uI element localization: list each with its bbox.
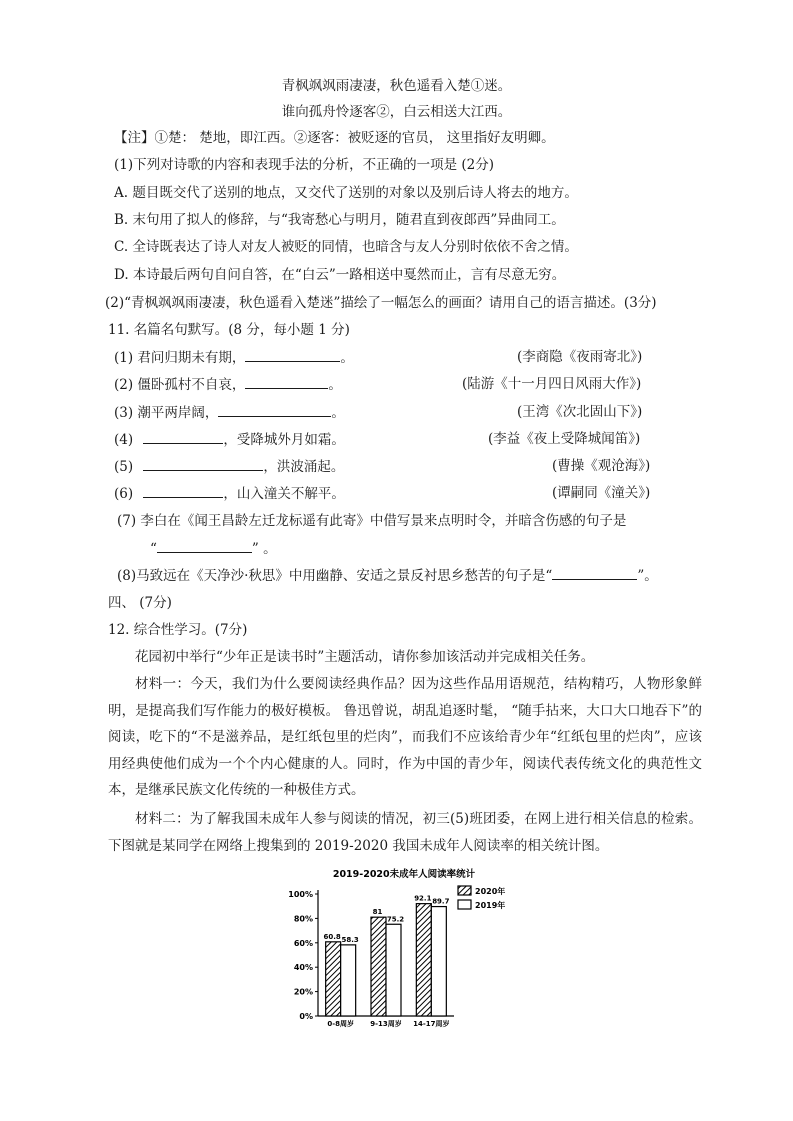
answer-blank[interactable] — [218, 403, 331, 417]
bar-2019年-14-17周岁 — [431, 907, 446, 1016]
data-label: 60.8 — [323, 932, 341, 941]
poem-line-2: 谁向孤舟怜逐客②，白云相送大江西。 — [281, 104, 512, 120]
answer-blank[interactable] — [245, 348, 340, 362]
data-label: 92.1 — [414, 894, 432, 903]
dictation-source-5: (曹操《观沧海》) — [552, 458, 651, 474]
poem-note: 【注】①楚： 楚地，即江西。②逐客：被贬逐的官员， 这里指好友明卿。 — [114, 130, 555, 146]
dictation-source-3: (王湾《次北固山下》) — [517, 404, 643, 420]
material-1: 材料一：今天，我们为什么要阅读经典作品？因为这些作品用语规范，结构精巧，人物形象鲜明，是提高我们写作能力的极好模板。 鲁迅曾说，胡乱追逐时髦， “随手拈来，大口大口地吞下”的阅读，吃下的“不是滋养品，是红纸包里的烂肉”，而我们不应该给青少年“红纸包里的烂肉”，应该用经典使他们成为一个个内心健康的人。同时，作为中国的青少年，阅读代表传统文化的典范性文本，是继承民族文化传统的一种极佳方式。 — [108, 676, 702, 798]
data-label: 75.2 — [386, 915, 405, 924]
item-number: (1) — [114, 350, 134, 366]
bar-2020年-0-8周岁 — [326, 942, 341, 1016]
close-quote: ” 。 — [251, 541, 277, 557]
open-quote: “ — [150, 541, 157, 557]
question-12-title: 12. 综合性学习。(7分) — [108, 622, 248, 638]
legend-swatch — [458, 900, 471, 909]
dictation-source-4: (李益《夜上受降城闻笛》) — [488, 431, 641, 447]
dictation-source-1: (李商隐《夜雨寄北》) — [517, 349, 643, 365]
y-tick-label: 80% — [293, 914, 313, 924]
question-12-intro: 花园初中举行“少年正是读书时”主题活动，请你参加该活动并完成相关任务。 — [135, 649, 595, 665]
data-label: 58.3 — [341, 935, 359, 944]
bar-2020年-14-17周岁 — [416, 904, 431, 1016]
item-after: ，洪波涌起。 — [263, 459, 345, 475]
y-tick-label: 100% — [288, 890, 313, 899]
x-tick-label: 0-8周岁 — [327, 1020, 354, 1028]
y-tick-label: 0% — [299, 1012, 313, 1021]
item-number: (2) — [114, 377, 134, 393]
y-tick-label: 40% — [293, 963, 313, 973]
question-1-stem: (1)下列对诗歌的内容和表现手法的分析，不正确的一项是 (2分) — [114, 157, 495, 173]
legend-swatch — [458, 886, 471, 895]
item-after: 。 — [340, 350, 354, 366]
dictation-item-8 — [117, 566, 658, 585]
item-number: (3) — [114, 405, 134, 421]
dictation-item-2 — [114, 375, 342, 394]
dictation-item-3 — [114, 403, 345, 422]
dictation-item-5 — [114, 457, 344, 476]
item-8-text: (8)马致远在《天净沙·秋思》中用幽静、安适之景反衬思乡愁苦的句子是“ — [117, 568, 553, 584]
question-1-option-b: B. 末句用了拟人的修辞，与“我寄愁心与明月，随君直到夜郎西”异曲同工。 — [114, 212, 565, 228]
item-number: (4) — [114, 432, 134, 448]
dictation-item-4 — [114, 430, 345, 449]
item-before: 潮平两岸阔， — [137, 405, 219, 421]
question-1-option-a: A. 题目既交代了送别的地点，又交代了送别的对象以及别后诗人将去的地方。 — [114, 185, 578, 201]
legend-label: 2019年 — [475, 901, 506, 910]
material-2: 材料二：为了解我国未成年人参与阅读的情况，初三(5)班团委，在网上进行相关信息的检索。下图就是某同学在网络上搜集到的 2019-2020 我国未成年人阅读率的相关统计图。 — [108, 811, 702, 854]
item-after: ，山入潼关不解平。 — [223, 486, 345, 502]
data-label: 89.7 — [432, 897, 450, 906]
question-1-option-d: D. 本诗最后两句自问自答，在“白云”一路相送中戛然而止，言有尽意无穷。 — [114, 267, 566, 283]
answer-blank[interactable] — [143, 430, 223, 444]
item-number: (5) — [114, 459, 134, 475]
answer-blank[interactable] — [552, 566, 637, 580]
reading-rate-chart — [284, 864, 524, 1034]
item-after: ，受降城外月如霜。 — [223, 432, 345, 448]
x-tick-label: 14-17周岁 — [413, 1020, 450, 1028]
bar-2020年-9-13周岁 — [371, 917, 386, 1016]
data-label: 81 — [372, 908, 383, 917]
dictation-item-1 — [114, 348, 354, 367]
answer-blank[interactable] — [157, 539, 252, 553]
bar-2019年-0-8周岁 — [341, 945, 356, 1016]
dictation-item-7: (7) 李白在《闻王昌龄左迁龙标遥有此寄》中借写景来点明时令，并暗含伤感的句子是 — [117, 513, 627, 529]
section-4-heading: 四、 (7分) — [108, 595, 172, 611]
chart-legend — [458, 886, 505, 910]
poem-line-1: 青枫飒飒雨凄凄，秋色遥看入楚①迷。 — [281, 78, 512, 94]
answer-blank[interactable] — [245, 375, 328, 389]
dictation-source-6: (谭嗣同《潼关》) — [552, 485, 651, 501]
answer-blank[interactable] — [143, 457, 263, 471]
chart-bars — [324, 895, 450, 1016]
dictation-source-2: (陆游《十一月四日风雨大作》) — [462, 376, 642, 392]
question-1-option-c: C. 全诗既表达了诗人对友人被贬的同情，也暗含与友人分别时依依不舍之情。 — [114, 239, 578, 255]
x-tick-label: 9-13周岁 — [370, 1020, 402, 1028]
item-after: 。 — [328, 377, 342, 393]
item-number: (6) — [114, 486, 134, 502]
item-after: 。 — [331, 405, 345, 421]
item-before: 君问归期未有期， — [137, 350, 246, 366]
item-8-close: ”。 — [637, 568, 658, 584]
y-tick-label: 60% — [293, 938, 313, 948]
chart-title: 2019-2020未成年人阅读率统计 — [332, 869, 476, 880]
question-2: (2)“青枫飒飒雨凄凄，秋色遥看入楚迷”描绘了一幅怎么的画面？请用自己的语言描述。(3分) — [105, 295, 657, 311]
answer-blank[interactable] — [143, 484, 223, 498]
legend-label: 2020年 — [475, 887, 506, 896]
item-before: 僵卧孤村不自哀， — [137, 377, 246, 393]
y-tick-label: 20% — [293, 987, 313, 997]
dictation-item-7-answer — [150, 539, 277, 558]
bar-2019年-9-13周岁 — [386, 924, 401, 1016]
question-11-title: 11. 名篇名句默写。(8 分，每小题 1 分) — [108, 322, 350, 338]
dictation-item-6 — [114, 484, 345, 503]
